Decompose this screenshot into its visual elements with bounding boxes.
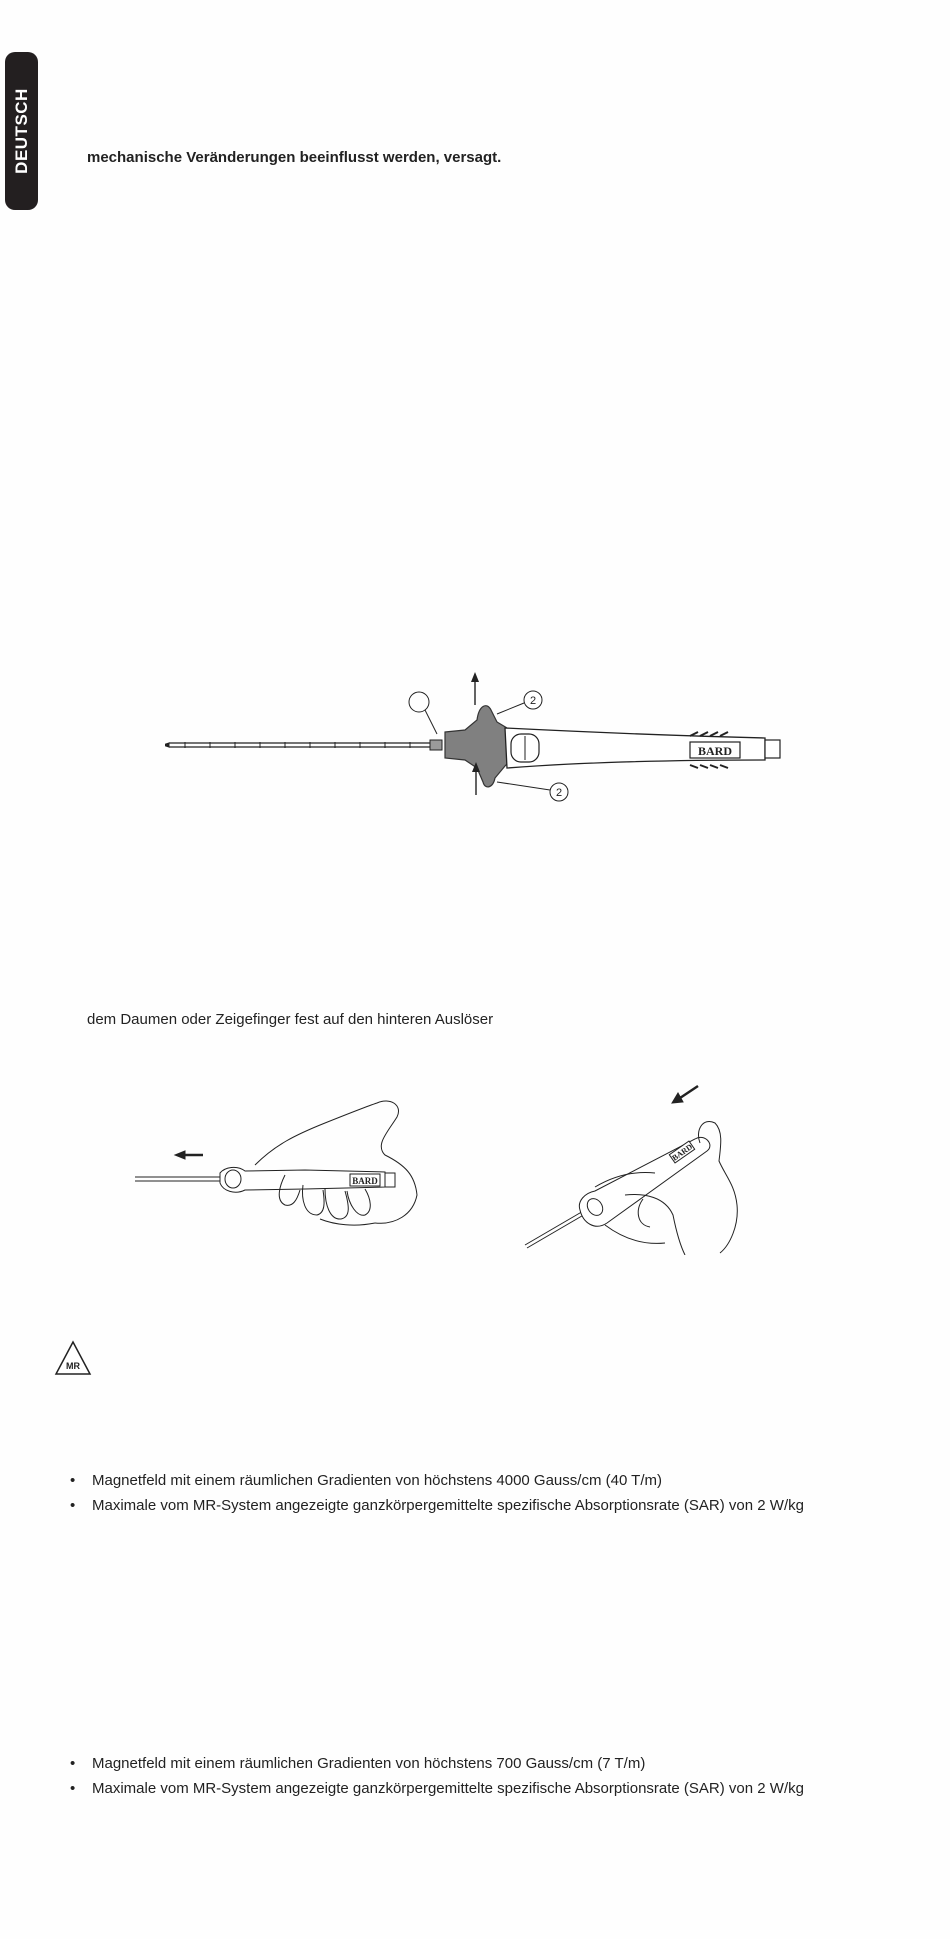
paragraph-mid: dem Daumen oder Zeigefinger fest auf den hinteren Auslöser bbox=[87, 1011, 494, 1028]
list-item: • Maximale vom MR-System angezeigte ganzkörpergemittelte spezifische Absorptionsrate (SAR) von 2 W/kg bbox=[70, 1493, 804, 1518]
mr-conditions-list-1 bbox=[70, 1468, 804, 1518]
needle bbox=[165, 742, 435, 748]
callout-leader-bottom bbox=[497, 782, 550, 790]
hand-grip-left bbox=[135, 1101, 417, 1225]
brand-label-left: BARD bbox=[352, 1176, 378, 1186]
device-end-cap bbox=[765, 740, 780, 758]
hand-grip-figure bbox=[125, 1075, 765, 1255]
callout-circle-1 bbox=[409, 692, 429, 712]
biopsy-device-figure bbox=[165, 670, 805, 820]
list-item: • Magnetfeld mit einem räumlichen Gradienten von höchstens 700 Gauss/cm (7 T/m) bbox=[70, 1751, 804, 1776]
mr-icon-label: MR bbox=[66, 1361, 80, 1371]
paragraph-top: mechanische Veränderungen beeinflusst werden, versagt. bbox=[87, 149, 502, 166]
hand-grip-right bbox=[525, 1086, 737, 1255]
language-tab bbox=[5, 52, 38, 210]
brand-label: BARD bbox=[697, 744, 733, 758]
list-item: • Magnetfeld mit einem räumlichen Gradienten von höchstens 4000 Gauss/cm (40 T/m) bbox=[70, 1468, 804, 1493]
brand-label-right: BARD bbox=[670, 1142, 695, 1163]
mr-conditions-list-2 bbox=[70, 1751, 804, 1801]
mr-conditional-icon bbox=[54, 1340, 92, 1376]
needle-hub bbox=[430, 740, 442, 750]
language-tab-label: DEUTSCH bbox=[11, 88, 31, 174]
callout-leader-1 bbox=[425, 710, 437, 734]
callout-label-bottom: 2 bbox=[555, 787, 563, 799]
list-item: • Maximale vom MR-System angezeigte ganzkörpergemittelte spezifische Absorptionsrate (SAR) von 2 W/kg bbox=[70, 1776, 804, 1801]
callout-label-top: 2 bbox=[529, 695, 537, 707]
arrow-up-icon bbox=[471, 672, 479, 705]
callout-leader-top bbox=[497, 703, 524, 714]
